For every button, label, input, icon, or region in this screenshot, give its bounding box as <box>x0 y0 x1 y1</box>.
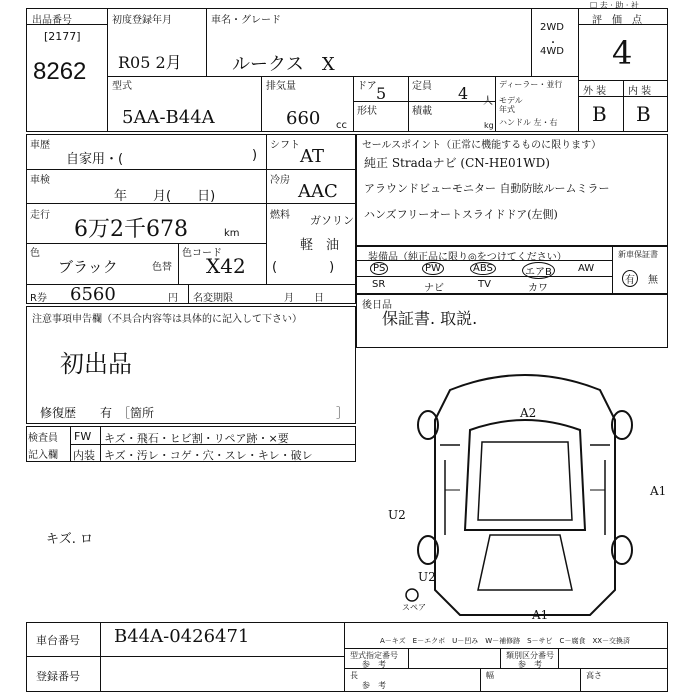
divider <box>344 622 345 692</box>
name-change-value: 月 日 <box>284 293 324 304</box>
doors-label: ドア <box>357 81 377 92</box>
shift-label: シフト <box>270 140 300 151</box>
drive-4wd: 4WD <box>540 46 564 57</box>
doors-value: 5 <box>376 84 387 103</box>
fuel-value-diesel: 軽 油 <box>300 238 340 253</box>
mileage-label: 走行 <box>30 210 50 221</box>
length-label: 長 <box>350 671 358 680</box>
spare-label: スペア <box>402 603 426 612</box>
inspector-row1-tag: FW <box>74 430 92 443</box>
equip-sr: SR <box>372 279 386 290</box>
inspector-label-1: 検査員 <box>28 433 58 444</box>
mileage-unit: km <box>224 228 240 239</box>
equip-airbag: エアB <box>522 262 555 279</box>
shape-label: 形状 <box>357 106 377 117</box>
capacity-unit: 人 <box>483 96 493 107</box>
divider <box>26 243 266 244</box>
first-reg-label: 初度登録年月 <box>112 15 172 26</box>
sales-points-label: セールスポイント（正常に機能するものに限ります） <box>362 140 602 151</box>
divider <box>612 246 613 294</box>
sales-point-line-1: 純正 Stradaナビ (CN-HE01WD) <box>364 156 550 170</box>
handle-label: ハンドル 左・右 <box>499 118 558 127</box>
inspector-memo: キズ. ロ <box>46 532 94 547</box>
divider <box>558 648 559 668</box>
int-value: B <box>636 102 651 126</box>
displacement-unit: cc <box>336 120 347 131</box>
divider <box>26 24 108 25</box>
notes-label: 注意事項申告欄（不具合内容等は具体的に記入して下さい） <box>32 314 302 325</box>
capacity-value: 4 <box>458 84 469 103</box>
drive-dot: ・ <box>548 38 558 49</box>
damage-mark-a1-right: A1 <box>650 484 667 498</box>
length-ref: 参 考 <box>362 681 386 690</box>
score-label: 評 価 点 <box>592 15 642 26</box>
type-label: 型式 <box>112 81 132 92</box>
designated-ref: 参 考 <box>362 660 386 669</box>
class-ref: 参 考 <box>518 660 542 669</box>
load-label: 積載 <box>412 106 432 117</box>
inspector-row2-tag: 内装 <box>73 449 95 462</box>
history-value: 自家用・( <box>66 152 124 167</box>
warranty-yes: 有 <box>622 270 638 287</box>
equip-tv: TV <box>478 279 491 290</box>
divider <box>100 622 101 692</box>
int-label: 内 装 <box>628 86 652 97</box>
equipment-label: 装備品（純正品に限り◎をつけてください） <box>368 252 567 263</box>
divider <box>408 648 409 668</box>
equip-aw: AW <box>578 263 595 274</box>
divider <box>578 96 668 97</box>
repair-close: ］ <box>336 406 349 420</box>
damage-mark-a1-rear: A1 <box>532 608 549 622</box>
equip-pw: PW <box>422 262 444 275</box>
divider <box>107 8 108 132</box>
after-items-label: 後日品 <box>362 300 392 311</box>
damage-mark-u2-side: U2 <box>388 508 406 522</box>
history-label: 車歴 <box>30 140 50 151</box>
chassis-label: 車台番号 <box>36 634 80 647</box>
type-value: 5AA-B44A <box>122 107 215 128</box>
ext-value: B <box>592 102 607 126</box>
after-items-value: 保証書. 取説. <box>382 309 478 328</box>
inspector-row1-items: キズ・飛石・ヒビ割・リペア跡・×要 <box>104 432 289 445</box>
divider <box>266 203 356 204</box>
divider <box>107 76 578 77</box>
fuel-label: 燃料 <box>270 210 290 221</box>
inspector-label-2: 記入欄 <box>28 450 58 461</box>
divider <box>623 80 624 132</box>
divider <box>26 169 356 170</box>
car-roof <box>478 442 572 520</box>
repair-label: 修復歴 有 ［箇所 <box>40 406 155 420</box>
lot-label: 出品番号 <box>32 15 72 26</box>
recycle-value: 6560 <box>70 284 116 305</box>
damage-legend: A－キズ E－エクボ U－凹み W－補修跡 S－サビ C－腐食 XX－交換済 <box>380 637 631 645</box>
sales-point-line-3: ハンズフリーオートスライドドア(左側) <box>364 208 558 221</box>
equip-navi: ナビ <box>424 283 444 294</box>
color-code-value: X42 <box>206 254 246 278</box>
divider <box>100 426 101 462</box>
designated-label: 型式指定番号 <box>350 651 398 660</box>
divider <box>261 76 262 132</box>
chassis-value: B44A-0426471 <box>114 626 250 647</box>
class-label: 類別区分番号 <box>506 651 554 660</box>
history-close: ) <box>252 148 258 163</box>
warranty-no: 無 <box>648 275 658 286</box>
lot-number: 8262 <box>33 58 87 85</box>
divider <box>531 8 532 76</box>
first-reg-value: R05 2月 <box>118 53 182 72</box>
shift-value: AT <box>300 146 325 167</box>
divider <box>344 668 668 669</box>
new-warranty-label: 新車保証書 <box>618 250 658 259</box>
notes-value: 初出品 <box>60 350 132 378</box>
mileage-value: 6万2千678 <box>74 217 188 242</box>
capacity-label: 定員 <box>412 81 432 92</box>
car-windshield <box>478 535 572 590</box>
ac-label: 冷房 <box>270 175 290 186</box>
displacement-value: 660 <box>286 108 321 129</box>
divider <box>578 24 668 25</box>
equip-leather: カワ <box>528 283 548 294</box>
color-change-label: 色替 <box>152 262 172 273</box>
divider <box>356 276 612 277</box>
divider <box>266 134 267 284</box>
height-label: 高さ <box>586 671 602 680</box>
divider <box>26 203 266 204</box>
divider <box>580 668 581 692</box>
drive-2wd: 2WD <box>540 22 564 33</box>
divider <box>206 8 207 76</box>
divider <box>356 260 612 261</box>
divider <box>188 284 189 304</box>
car-cabin-outline <box>465 420 585 530</box>
equip-abs: ABS <box>470 262 496 275</box>
car-damage-diagram <box>400 360 650 620</box>
color-code-label: 色コード <box>182 248 222 259</box>
divider <box>578 8 579 132</box>
load-unit: kg <box>484 121 494 130</box>
equip-ps: PS <box>370 262 388 275</box>
model-name-label: 車名・グレード <box>211 15 281 26</box>
divider <box>500 648 501 668</box>
divider <box>495 76 496 132</box>
sales-point-line-2: アラウンドビューモニター 自動防眩ルームミラー <box>364 182 610 195</box>
lot-sub: [2177] <box>44 30 81 43</box>
displacement-label: 排気量 <box>266 81 296 92</box>
damage-mark-a2: A2 <box>520 406 537 420</box>
color-label: 色 <box>30 248 40 259</box>
spare-tire <box>406 589 418 601</box>
inspection-label: 車検 <box>30 175 50 186</box>
reg-label: 登録番号 <box>36 670 80 683</box>
width-label: 幅 <box>486 671 494 680</box>
model-year-label: モデル 年式 <box>499 96 523 114</box>
color-value: ブラック <box>58 258 118 276</box>
recycle-label: R券 <box>30 293 47 304</box>
divider <box>178 243 179 284</box>
divider <box>344 648 668 649</box>
dealer-label: ディーラー・並行 <box>499 80 563 89</box>
recycle-unit: 円 <box>168 293 178 304</box>
ext-label: 外 装 <box>583 86 607 97</box>
fuel-paren: ( ) <box>272 260 335 275</box>
fuel-value-gasoline: ガソリン <box>310 214 354 227</box>
damage-mark-u2-rear: U2 <box>418 570 436 584</box>
ac-value: AAC <box>298 181 338 202</box>
inspector-row2-items: キズ・汚レ・コゲ・穴・スレ・キレ・破レ <box>104 449 313 462</box>
model-name-value: ルークス X <box>232 54 335 75</box>
inspection-value: 年 月( 日) <box>114 189 216 204</box>
divider <box>408 76 409 132</box>
score-value: 4 <box>612 34 633 72</box>
divider <box>480 668 481 692</box>
divider <box>353 76 354 132</box>
name-change-label: 名変期限 <box>193 293 233 304</box>
corner-text: ☐ 去 · 助 · 社 <box>590 1 639 10</box>
divider <box>26 656 344 657</box>
